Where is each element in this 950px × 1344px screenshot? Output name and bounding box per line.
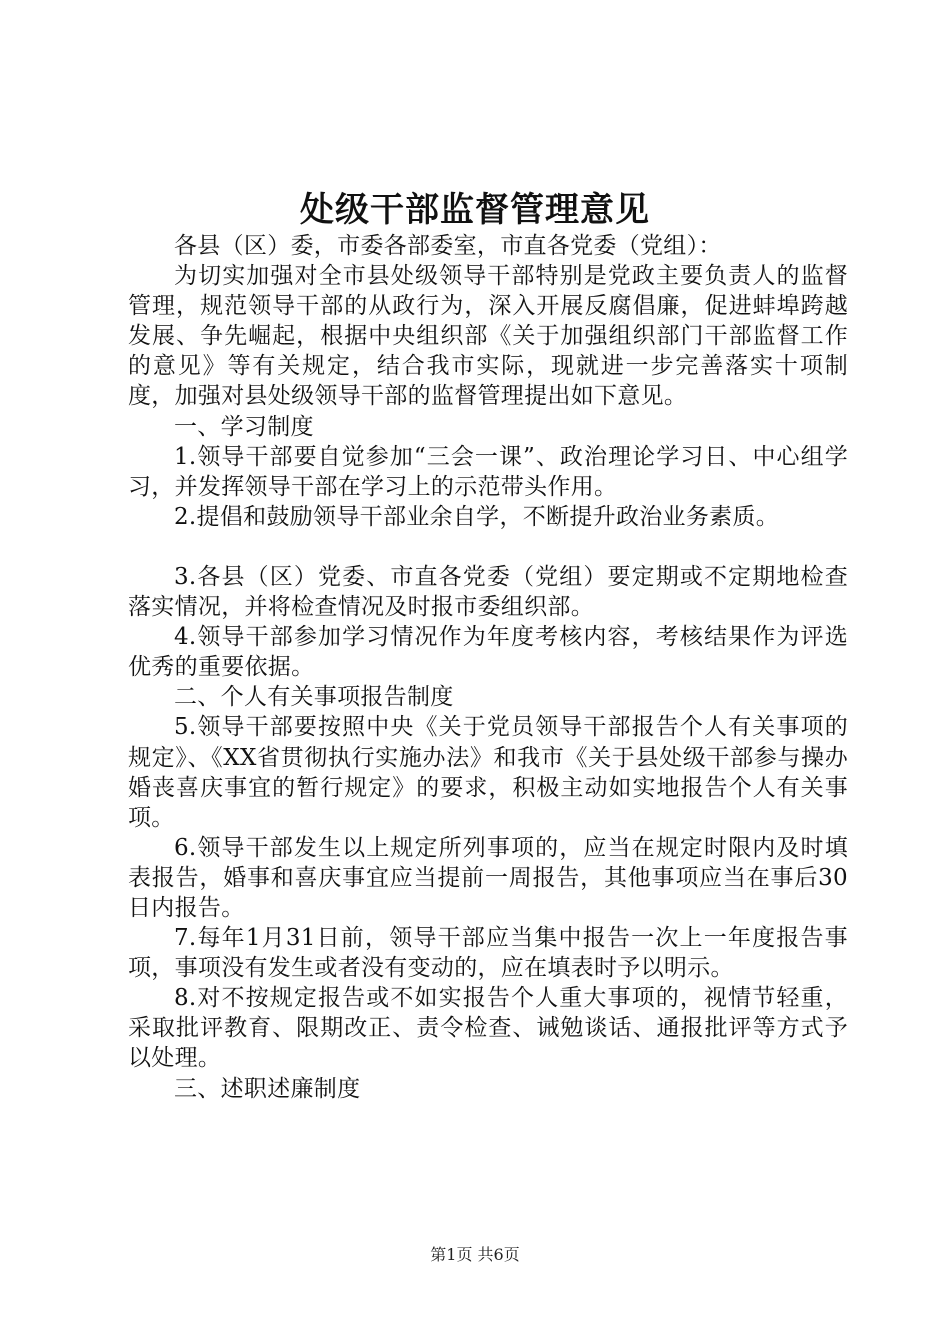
list-item: 2.提倡和鼓励领导干部业余自学，不断提升政治业务素质。 xyxy=(174,503,780,530)
salutation: 各县（区）委，市委各部委室，市直各党委（党组）： xyxy=(174,233,722,259)
list-item: 8.对不按规定报告或不如实报告个人重大事项的，视情节轻重，采取批评教育、限期改正、责令检查、诫勉谈话、通报批评等方式予以处理。 xyxy=(128,985,848,1072)
section-heading: 三、述职述廉制度 xyxy=(174,1075,361,1102)
intro-paragraph: 为切实加强对全市县处级领导干部特别是党政主要负责人的监督管理，规范领导干部的从政行为，深入开展反腐倡廉，促进蚌埠跨越发展、争先崛起，根据中央组织部《关于加强组织部门干部监督工作的意见》等有关规定，结合我市实际，现就进一步完善落实十项制度，加强对县处级领导干部的监督管理提出如下意见。 xyxy=(128,263,848,410)
list-item: 3.各县（区）党委、市直各党委（党组）要定期或不定期地检查落实情况，并将检查情况及时报市委组织部。 xyxy=(128,563,848,621)
document-title: 处级干部监督管理意见 xyxy=(300,190,650,230)
section-heading: 一、学习制度 xyxy=(174,413,314,440)
page-number-footer: 第1页 共6页 xyxy=(430,1245,520,1264)
list-item: 5.领导干部要按照中央《关于党员领导干部报告个人有关事项的规定》、《XX省贯彻执行实施办法》和我市《关于县处级干部参与操办婚丧喜庆事宜的暂行规定》的要求，积极主动如实地报告个人有关事项。 xyxy=(128,714,848,831)
list-item: 6.领导干部发生以上规定所列事项的，应当在规定时限内及时填表报告，婚事和喜庆事宜应当提前一周报告，其他事项应当在事后30日内报告。 xyxy=(128,834,848,921)
section-heading: 二、个人有关事项报告制度 xyxy=(174,684,454,711)
list-item: 1.领导干部要自觉参加“三会一课”、政治理论学习日、中心组学习，并发挥领导干部在学习上的示范带头作用。 xyxy=(128,443,848,500)
list-item: 7.每年1月31日前，领导干部应当集中报告一次上一年度报告事项，事项没有发生或者没有变动的，应在填表时予以明示。 xyxy=(128,925,848,982)
list-item: 4.领导干部参加学习情况作为年度考核内容，考核结果作为评选优秀的重要依据。 xyxy=(128,624,848,681)
document-body xyxy=(128,231,848,1104)
